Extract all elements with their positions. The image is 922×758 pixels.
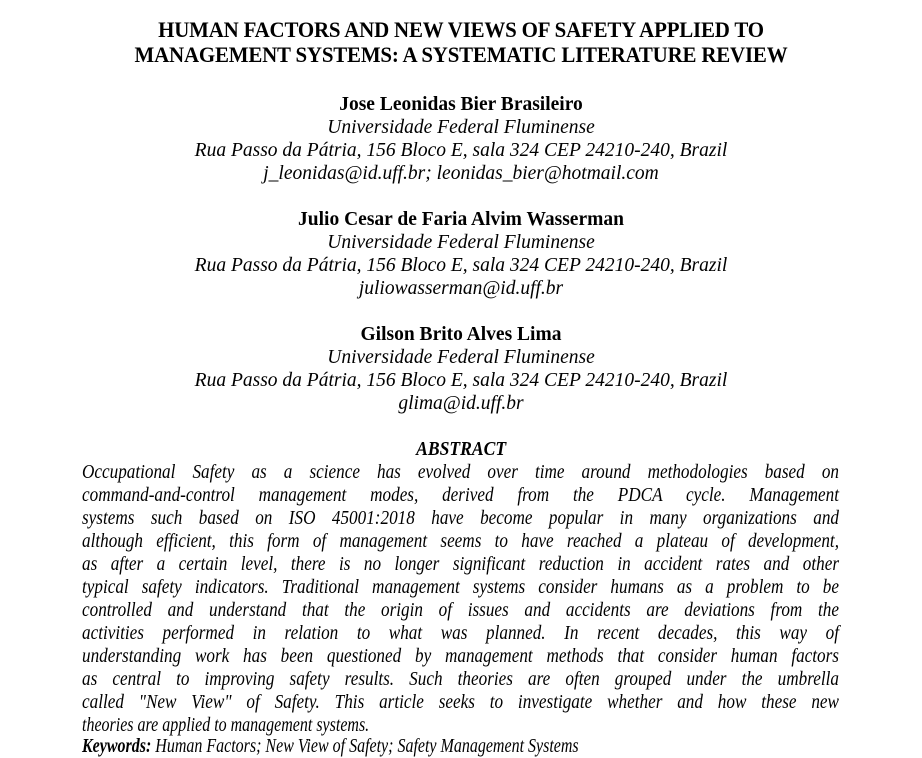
author-email: j_leonidas@id.uff.br; leonidas_bier@hotmail.com [263, 163, 659, 184]
abstract-line-text: as central to improving safety results. Such theories are often grouped under the umbrella [82, 669, 839, 690]
abstract-line [82, 507, 839, 530]
author-address: Rua Passo da Pátria, 156 Bloco E, sala 324 CEP 24210-240, Brazil [194, 255, 728, 276]
abstract-line-text: systems such based on ISO 45001:2018 have become popular in many organizations and [82, 508, 839, 529]
author-institution: Universidade Federal Fluminense [327, 117, 595, 138]
author-institution: Universidade Federal Fluminense [327, 347, 595, 368]
author-block [0, 208, 922, 300]
abstract-line [82, 599, 839, 622]
abstract-line-text: called "New View" of Safety. This article seeks to investigate whether and how these new [82, 692, 839, 713]
author-name: Jose Leonidas Bier Brasileiro [339, 94, 583, 115]
abstract-line-text: understanding work has been questioned by management methods that consider human factors [82, 646, 839, 667]
title-line-2: MANAGEMENT SYSTEMS: A SYSTEMATIC LITERATURE REVIEW [134, 42, 788, 67]
abstract-line [82, 530, 839, 553]
abstract-line [82, 668, 839, 691]
author-block [0, 93, 922, 185]
abstract-line [82, 714, 839, 737]
author-name: Gilson Brito Alves Lima [360, 324, 562, 345]
abstract-line [82, 691, 839, 714]
abstract-line-text: as after a certain level, there is no longer significant reduction in accident rates and other [82, 554, 839, 575]
paper-title [0, 17, 922, 67]
keywords-text: Human Factors; New View of Safety; Safety Management Systems [155, 736, 579, 757]
abstract-line-text: activities performed in relation to what was planned. In recent decades, this way of [82, 623, 839, 644]
abstract-line-text: theories are applied to management systems. [82, 715, 370, 736]
author-email: juliowasserman@id.uff.br [358, 278, 564, 299]
abstract-line [82, 576, 839, 599]
author-name: Julio Cesar de Faria Alvim Wasserman [298, 209, 624, 230]
abstract-line-text: typical safety indicators. Traditional management systems consider humans as a problem to be [82, 577, 839, 598]
author-institution: Universidade Federal Fluminense [327, 232, 595, 253]
author-email: glima@id.uff.br [398, 393, 524, 414]
abstract-line-text: command-and-control management modes, derived from the PDCA cycle. Management [82, 485, 839, 506]
author-address: Rua Passo da Pátria, 156 Bloco E, sala 324 CEP 24210-240, Brazil [194, 370, 728, 391]
abstract-line [82, 645, 839, 668]
abstract-line [82, 484, 839, 507]
abstract-line [82, 622, 839, 645]
abstract-line [82, 461, 839, 484]
abstract-line-text: controlled and understand that the origin of issues and accidents are deviations from the [82, 600, 839, 621]
keywords-label: Keywords: [82, 736, 152, 757]
abstract-line-text: although efficient, this form of management seems to have reached a plateau of development, [82, 531, 839, 552]
abstract-line-text: Occupational Safety as a science has evolved over time around methodologies based on [82, 462, 839, 483]
abstract-heading-text: ABSTRACT [415, 438, 506, 460]
keywords [82, 735, 579, 758]
title-line-1: HUMAN FACTORS AND NEW VIEWS OF SAFETY APPLIED TO [158, 17, 764, 42]
abstract-line [82, 553, 839, 576]
abstract-heading [0, 438, 922, 461]
author-address: Rua Passo da Pátria, 156 Bloco E, sala 324 CEP 24210-240, Brazil [194, 140, 728, 161]
author-block [0, 323, 922, 415]
